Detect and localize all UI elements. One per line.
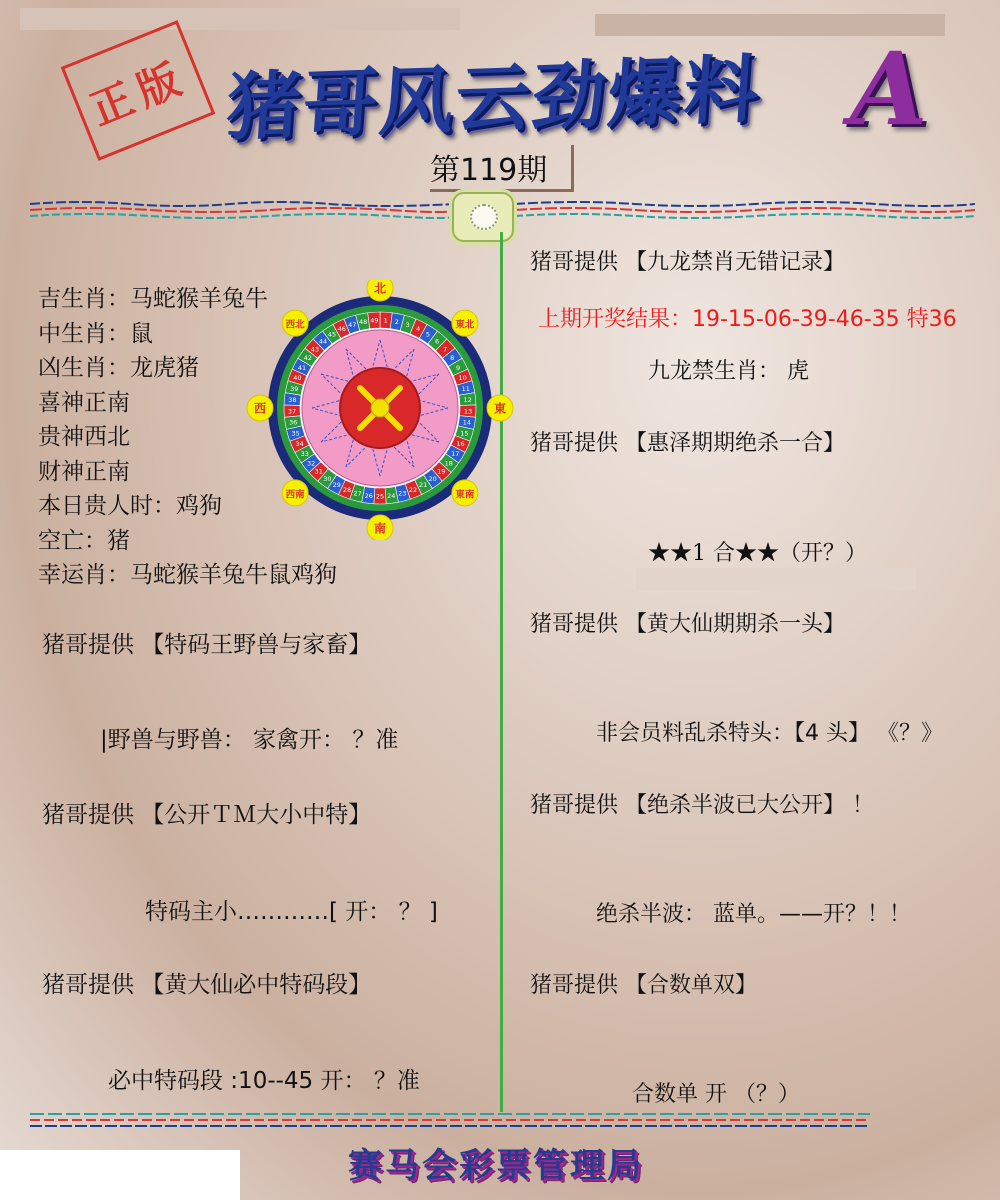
wheel-number: 46 [337, 325, 346, 334]
info-line-lucky-zodiacs: 幸运肖：马蛇猴羊兔牛鼠鸡狗 [38, 562, 337, 588]
right-block-1-content: 九龙禁生肖： 虎 [648, 359, 809, 384]
wheel-number: 47 [348, 320, 357, 329]
wheel-number: 21 [419, 481, 428, 490]
left-block-3-content: 必中特码段 :10--45 开： ？准 [108, 1068, 420, 1094]
wheel-direction-label: 東 [493, 401, 507, 416]
blank-strip [636, 568, 916, 590]
right-block-1-title: 猪哥提供 【九龙禁肖无错记录】 [530, 250, 845, 275]
right-block-4-content: 绝杀半波： 蓝单。——开？！！ [596, 902, 911, 927]
wheel-number: 40 [293, 374, 302, 383]
last-draw-result: 上期开奖结果：19-15-06-39-46-35 特36 [538, 307, 957, 332]
footer-title: 赛马会彩票管理局 [348, 1146, 644, 1186]
wheel-number: 9 [455, 363, 461, 372]
info-line-void: 空亡：猪 [38, 527, 130, 554]
wheel-number: 49 [370, 316, 379, 325]
wheel-direction-label: 北 [373, 281, 387, 296]
right-block-2-title: 猪哥提供 【惠泽期期绝杀一合】 [530, 431, 845, 456]
left-block-2-title: 猪哥提供 【公开ＴＭ大小中特】 [42, 802, 372, 828]
wheel-number: 8 [450, 354, 455, 363]
wheel-number: 44 [318, 337, 328, 346]
version-letter: A [850, 30, 928, 148]
wheel-number: 45 [327, 330, 337, 339]
wheel-number: 48 [359, 318, 368, 327]
wheel-number: 42 [303, 354, 312, 363]
wheel-number: 16 [456, 440, 465, 449]
wheel-number: 5 [425, 330, 431, 339]
wheel-number: 31 [314, 467, 323, 476]
left-block-1-content: |野兽与野兽： 家禽开： ？准 [100, 727, 399, 753]
wheel-number: 15 [460, 429, 469, 438]
wheel-number: 27 [353, 489, 362, 498]
wheel-number: 18 [444, 459, 453, 468]
left-block-1-title: 猪哥提供 【特码王野兽与家畜】 [42, 632, 372, 658]
right-block-5-title: 猪哥提供 【合数单双】 [530, 973, 757, 998]
info-line-wealth-god: 财神正南 [38, 458, 130, 485]
top-banner-strip [20, 8, 460, 30]
bagua-icon [452, 192, 514, 242]
right-block-3-title: 猪哥提供 【黄大仙期期杀一头】 [530, 612, 845, 637]
wheel-number: 30 [323, 475, 332, 484]
wheel-number: 37 [287, 407, 297, 416]
wheel-number: 7 [443, 345, 448, 354]
wheel-number: 28 [342, 486, 352, 495]
wave-divider-right [515, 198, 975, 224]
left-block-2-content: 特码主小…………[ 开： ？ ] [145, 899, 438, 925]
wheel-direction-label: 東北 [455, 319, 475, 331]
info-line-noble-god: 贵神西北 [38, 424, 130, 450]
issue-number: 第119期 [430, 153, 548, 188]
left-block-3-title: 猪哥提供 【黄大仙必中特码段】 [42, 972, 372, 998]
wheel-number: 2 [394, 318, 399, 327]
wheel-number: 35 [291, 429, 300, 438]
stamp-text: 正版 [83, 51, 195, 135]
wheel-number: 39 [290, 384, 299, 393]
wheel-number: 19 [437, 467, 446, 476]
footer-blank [0, 1150, 240, 1200]
wheel-direction-label: 西北 [285, 319, 305, 331]
wave-divider-left [30, 198, 455, 222]
wheel-number: 25 [375, 492, 385, 501]
wheel-number: 23 [398, 489, 407, 498]
wheel-number: 33 [300, 450, 309, 459]
wave-divider-bottom [30, 1110, 870, 1130]
wheel-number: 43 [310, 345, 319, 354]
wheel-number: 22 [408, 486, 418, 495]
official-stamp [61, 20, 216, 161]
wheel-hub [371, 399, 389, 417]
info-line-joy-god: 喜神正南 [38, 389, 130, 416]
wheel-direction-label: 東南 [455, 489, 475, 501]
wheel-number: 17 [451, 450, 460, 459]
wheel-number: 10 [458, 374, 467, 383]
compass-wheel [240, 280, 520, 540]
wheel-number: 36 [288, 418, 298, 427]
wheel-direction-label: 西南 [285, 489, 305, 501]
wheel-number: 24 [387, 491, 396, 500]
wheel-number: 14 [462, 418, 472, 427]
info-line-noble-hour: 本日贵人时：鸡狗 [38, 493, 222, 519]
wheel-number: 29 [332, 481, 341, 490]
info-line-middle-zodiac: 中生肖：鼠 [38, 320, 153, 347]
wheel-number: 41 [297, 363, 307, 372]
wheel-direction-label: 西 [253, 401, 267, 416]
info-line-unlucky-zodiac: 凶生肖：龙虎猪 [38, 355, 199, 381]
wheel-number: 4 [416, 325, 421, 334]
right-block-4-title: 猪哥提供 【绝杀半波已大公开】 ！ [530, 793, 874, 818]
wheel-number: 26 [364, 491, 373, 500]
wheel-number: 11 [461, 384, 470, 393]
wheel-number: 1 [383, 316, 388, 325]
issue-number-box [430, 145, 574, 192]
wheel-number: 13 [463, 407, 473, 416]
right-block-2-content: ★★1 合★★（开？） [648, 541, 867, 566]
wheel-number: 38 [288, 396, 297, 405]
wheel-number: 3 [405, 320, 410, 329]
wheel-number: 32 [307, 459, 316, 468]
info-line-lucky-zodiac: 吉生肖：马蛇猴羊兔牛 [38, 286, 268, 312]
right-block-3-content: 非会员料乱杀特头：【4 头】 《？》 [596, 721, 943, 746]
wheel-number: 12 [463, 396, 472, 405]
page-title: 猪哥风云劲爆料 [223, 46, 764, 152]
wheel-number: 34 [295, 440, 304, 449]
wheel-number: 6 [434, 337, 440, 346]
wheel-number: 20 [428, 475, 437, 484]
wheel-direction-label: 南 [373, 521, 387, 536]
right-block-5-content: 合数单 开 （？） [632, 1082, 800, 1107]
